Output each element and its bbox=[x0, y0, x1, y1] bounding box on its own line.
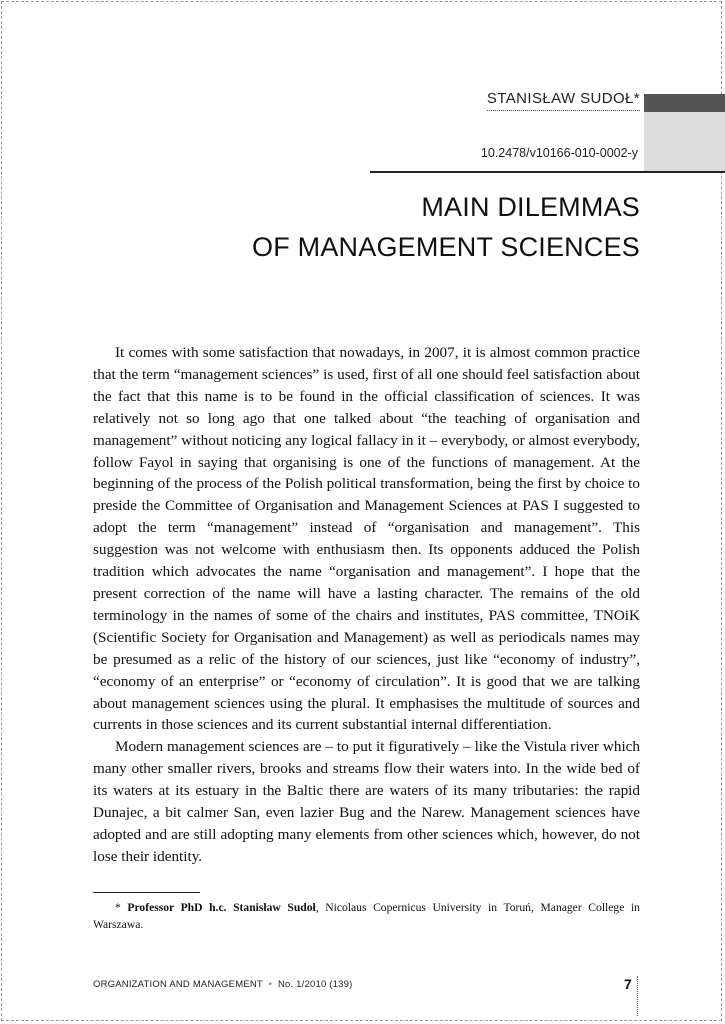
title-rule bbox=[370, 171, 725, 173]
paragraph-2: Modern management sciences are – to put it figuratively – like the Vistula river which many other smaller rivers, brooks and streams flow their waters into. In the wide bed of its waters at its estuary in the Baltic there are waters of its many tributaries: the rapid Dunajec, a bit calmer San, even lazier Bug and the Narew. Management sciences have adopted and are still adopting many elements from other sciences which, however, do not lose their identity. bbox=[93, 738, 640, 865]
footnote-affiliation: , Nicolaus Copernicus University in Toruń, Manager College in Warszawa. bbox=[93, 901, 640, 931]
footnote bbox=[93, 899, 640, 933]
title-line-1: MAIN DILEMMAS bbox=[421, 192, 640, 222]
title-line-2: OF MANAGEMENT SCIENCES bbox=[252, 232, 640, 262]
doi: 10.2478/v10166-010-0002-y bbox=[480, 146, 638, 160]
author-name: STANISŁAW SUDOŁ* bbox=[487, 90, 640, 111]
article-title bbox=[252, 187, 640, 267]
article-body bbox=[93, 342, 640, 868]
footer-separator: • bbox=[268, 979, 273, 990]
footer-tick bbox=[637, 976, 638, 1016]
header-dark-tab bbox=[644, 94, 725, 112]
paragraph-1: It comes with some satisfaction that nowadays, in 2007, it is almost common practice that the term “management sciences” is used, first of all one should feel satisfaction about the fact that this name is to be found in the official classification of sciences. It was relatively not so long ago that one talked about “the teaching of organisation and management” without noticing any logical fallacy in it – everybody, or almost everybody, follow Fayol in saying that organising is one of the functions of management. At the beginning of the process of the Polish political transformation, being the first by choice to preside the Committee of Organisation and Management Sciences at PAS I suggested to adopt the term “management” instead of “organisation and management”. This suggestion was not welcome with enthusiasm then. Its opponents adduced the Polish tradition which advocates the name “organisation and management”. I hope that the present correction of the name will have a lasting character. The remains of the old terminology in the names of some of the chairs and institutes, PAS committee, TNOiK (Scientific Society for Organisation and Management) as well as periodicals names may be presumed as a relic of the history of our sciences, just like “economy of industry”, “economy of an enterprise” or “economy of circulation”. It is good that we are talking about management sciences using the plural. It emphasises the multitude of sources and currents in those sciences and its current substantial internal differentiation. bbox=[93, 344, 640, 734]
footnote-author: Professor PhD h.c. Stanisław Sudoł bbox=[127, 901, 316, 914]
journal-name: ORGANIZATION AND MANAGEMENT bbox=[93, 979, 263, 990]
page-number: 7 bbox=[624, 976, 632, 992]
journal-issue: No. 1/2010 (139) bbox=[277, 979, 353, 990]
header-gray-tab bbox=[644, 112, 725, 171]
journal-footer bbox=[93, 979, 352, 990]
footnote-marker: * bbox=[115, 901, 121, 914]
footnote-rule bbox=[93, 892, 200, 893]
